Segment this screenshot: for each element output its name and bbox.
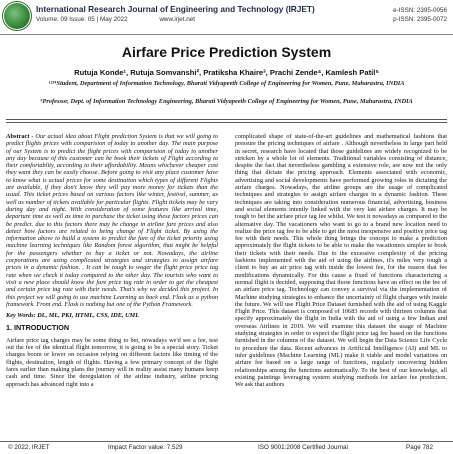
pissn: p-ISSN: 2395-0072 [393, 16, 447, 23]
abstract-text: Our actual idea about Flight prediction System is that we will going to predict flights prices with comparision of today to another day. The main purpose of our System is to predict the flight prices with comparision of today to another any day because of this customer can be book their tickets of Flight according to their comfortablity, according to their affordability. Means whichever cheaper cost they want they can be easily choose. Before going to visit any place customer have to know what is actual prices for some destination which types of different Flights are available, if they don't know they will pay more money for tickets than the usual. This ticket prices based on various factors like winter, festival, summer, as well as number of tickets available for particular flights. Flight tickets may be vary during day and night. With consideration of some features like arrival time, departure time as well as time to purchase the ticket using these factors prices can be predict. due to this factors there may be change in airline fare prices and also detect how factors are related to being change of Flight ticket. By using the information above to build a system to predict the fare of the ticket priority using machine learning techniques like Random forest algorithm, that might be helpful for the passengers whether to buy a ticket or not. Nowadays, the airline corporations are using complicated strategies and strategies to assign airfare prices in a dynamic fashion. . It can be tough to wager the flight price price tag rate when we check it today compared to the other day. The tourists who want to visit a new place should know the fare price tag rate in order to get the cheapest and certain price tag rate with their needs. That's why we decided this project. In this project we will going to use machine Learning as back end. Flask as a python framework. Front end. Flask is nothing but one of the Python Framework. [6, 133, 218, 308]
abstract [6, 133, 218, 308]
professor-affiliation: ⁵Professor, Dept. of Information Technology Engineering, Bharati Vidyapeeth College of Engineering for Women, Pune, Maharastra, INDIA [40, 98, 413, 105]
keywords: Key Words: DL, ML, PKI, HTML, CSS, IDE, UML [6, 312, 140, 320]
eissn: e-ISSN: 2395-0056 [393, 7, 447, 14]
footer-iso: ISO 9001:2008 Certified Journal [258, 444, 348, 451]
footer-copyright: © 2022, IRJET [8, 444, 50, 451]
section-divider [6, 119, 447, 120]
left-column [6, 133, 218, 388]
volume-issue: Volume: 09 Issue: 05 | May 2022 [36, 16, 128, 23]
section-heading-introduction: 1. INTRODUCTION [6, 323, 70, 333]
section-divider-double [6, 122, 447, 123]
author-list: Rutuja Konde¹, Rutuja Somvanshi², Pratiksha Khaire³, Prachi Zende⁴, Kamlesh Patil⁵ [74, 68, 379, 77]
journal-name: International Research Journal of Engineering and Technology (IRJET) [36, 4, 315, 14]
issn-block [393, 6, 447, 24]
irjet-logo-icon [4, 3, 30, 29]
abstract-label: Abstract - [6, 133, 34, 140]
intro-paragraph: Airfare price tag charges may be some thing to bet, nowadays we'd see a fee, test out the fee of the identical flight tomorrow, it is going to be a special story. Ticket charges boom or lower on occasion relying on different factors like timing of the flights, destination, length of flights. Having a few primary concept of the flight fares earlier than making plans the journey will in reality assist many humans keep cash and time. Since the deregulation of the airline industry, airline pricing approach has advanced right into a [6, 336, 218, 388]
footer-impact-factor: Impact Factor value: 7.529 [108, 444, 183, 451]
journal-header [0, 0, 453, 35]
right-column: complicated shape of state-of-the-art guidelines and mathematical fashions that pressure the pricing techniques of airfare . Although nevertheless in large part held in secret, research have located that those guidelines are widely recognized to be stricken by a whole lot of elements. Traditional variables consisting of distance, despite the fact that nevertheless gambling a extensive role, are now not the only thing that dictate the pricing approach. Elements associated with economic, advertising and social developments have performed growing roles in dictating the airfare charges. Nowadays, the airline groups are the usage of complicated techniques and strategies to assign airfare charges in a dynamic fashion. These techniques are taking into consideration numerous financial, advertising, business and social elements intently linked with the very last airfare charges. It may be tough to bet the airfare price tag fee whilst. We test it nowadays as compared to the alternative day. The vacationers who want to go to a brand new location need to realize the price tag fee to be able to get the most inexpensive and positive price tag fee with their needs. This whole thing brings the concept to make a prediction approximately the flight tickets to be able to make the vacationers simpler to book their tickets with their needs. Due to the excessive complexity of the pricing fashions implemented with the aid of using the airlines, it's miles very tough a client to buy an air price tag with inside the lowest fee, for the reason that fee modifications dynamically. For this cause a fixed of functions characterizing a normal flight is decided, supposing that those functions have an effect on the fee of an airfare price tag. Technology can convey a survival via the implementation of Machine studying strategies to enhance the uncertainty of flight charges with inside the future. We will use Flight Price Dataset furnished with the aid of using Kaggle Flight Price. This dataset is composed of 10683 records with thirteen columns that specify approximately the flight in India with the aid of using a few Indian and overseas Airlines in 2019. We will examine this dataset the usage of Machine studying strategies in order to expect the flight price tag fee based on the functions furnished in the columns of the dataset. We will begin the Data Science Life Cycle to procedure the data. Recent advances in Artificial Intelligence (AI) and ML to infer guidelines (Machine Learning (ML) make it viable and model variations on airfare fee based on a large range of functions, regularly uncovering hidden relationships among the functions automatically. To the best of our knowledge, all existing paintings leveraging system studying methods for airfare fee prediction. We ask that authors [235, 133, 447, 389]
student-affiliation: ¹²³⁴Student, Department of Information Technology, Bharati Vidyapeeth College of Engineering for Women, Pune, Maharastra, INDIA [48, 80, 405, 87]
page-footer [0, 441, 453, 454]
footer-page-number: Page 782 [406, 444, 433, 451]
journal-website[interactable]: www.irjet.net [159, 16, 196, 23]
issue-info [36, 16, 336, 23]
paper-title: Airfare Price Prediction System [121, 44, 332, 60]
